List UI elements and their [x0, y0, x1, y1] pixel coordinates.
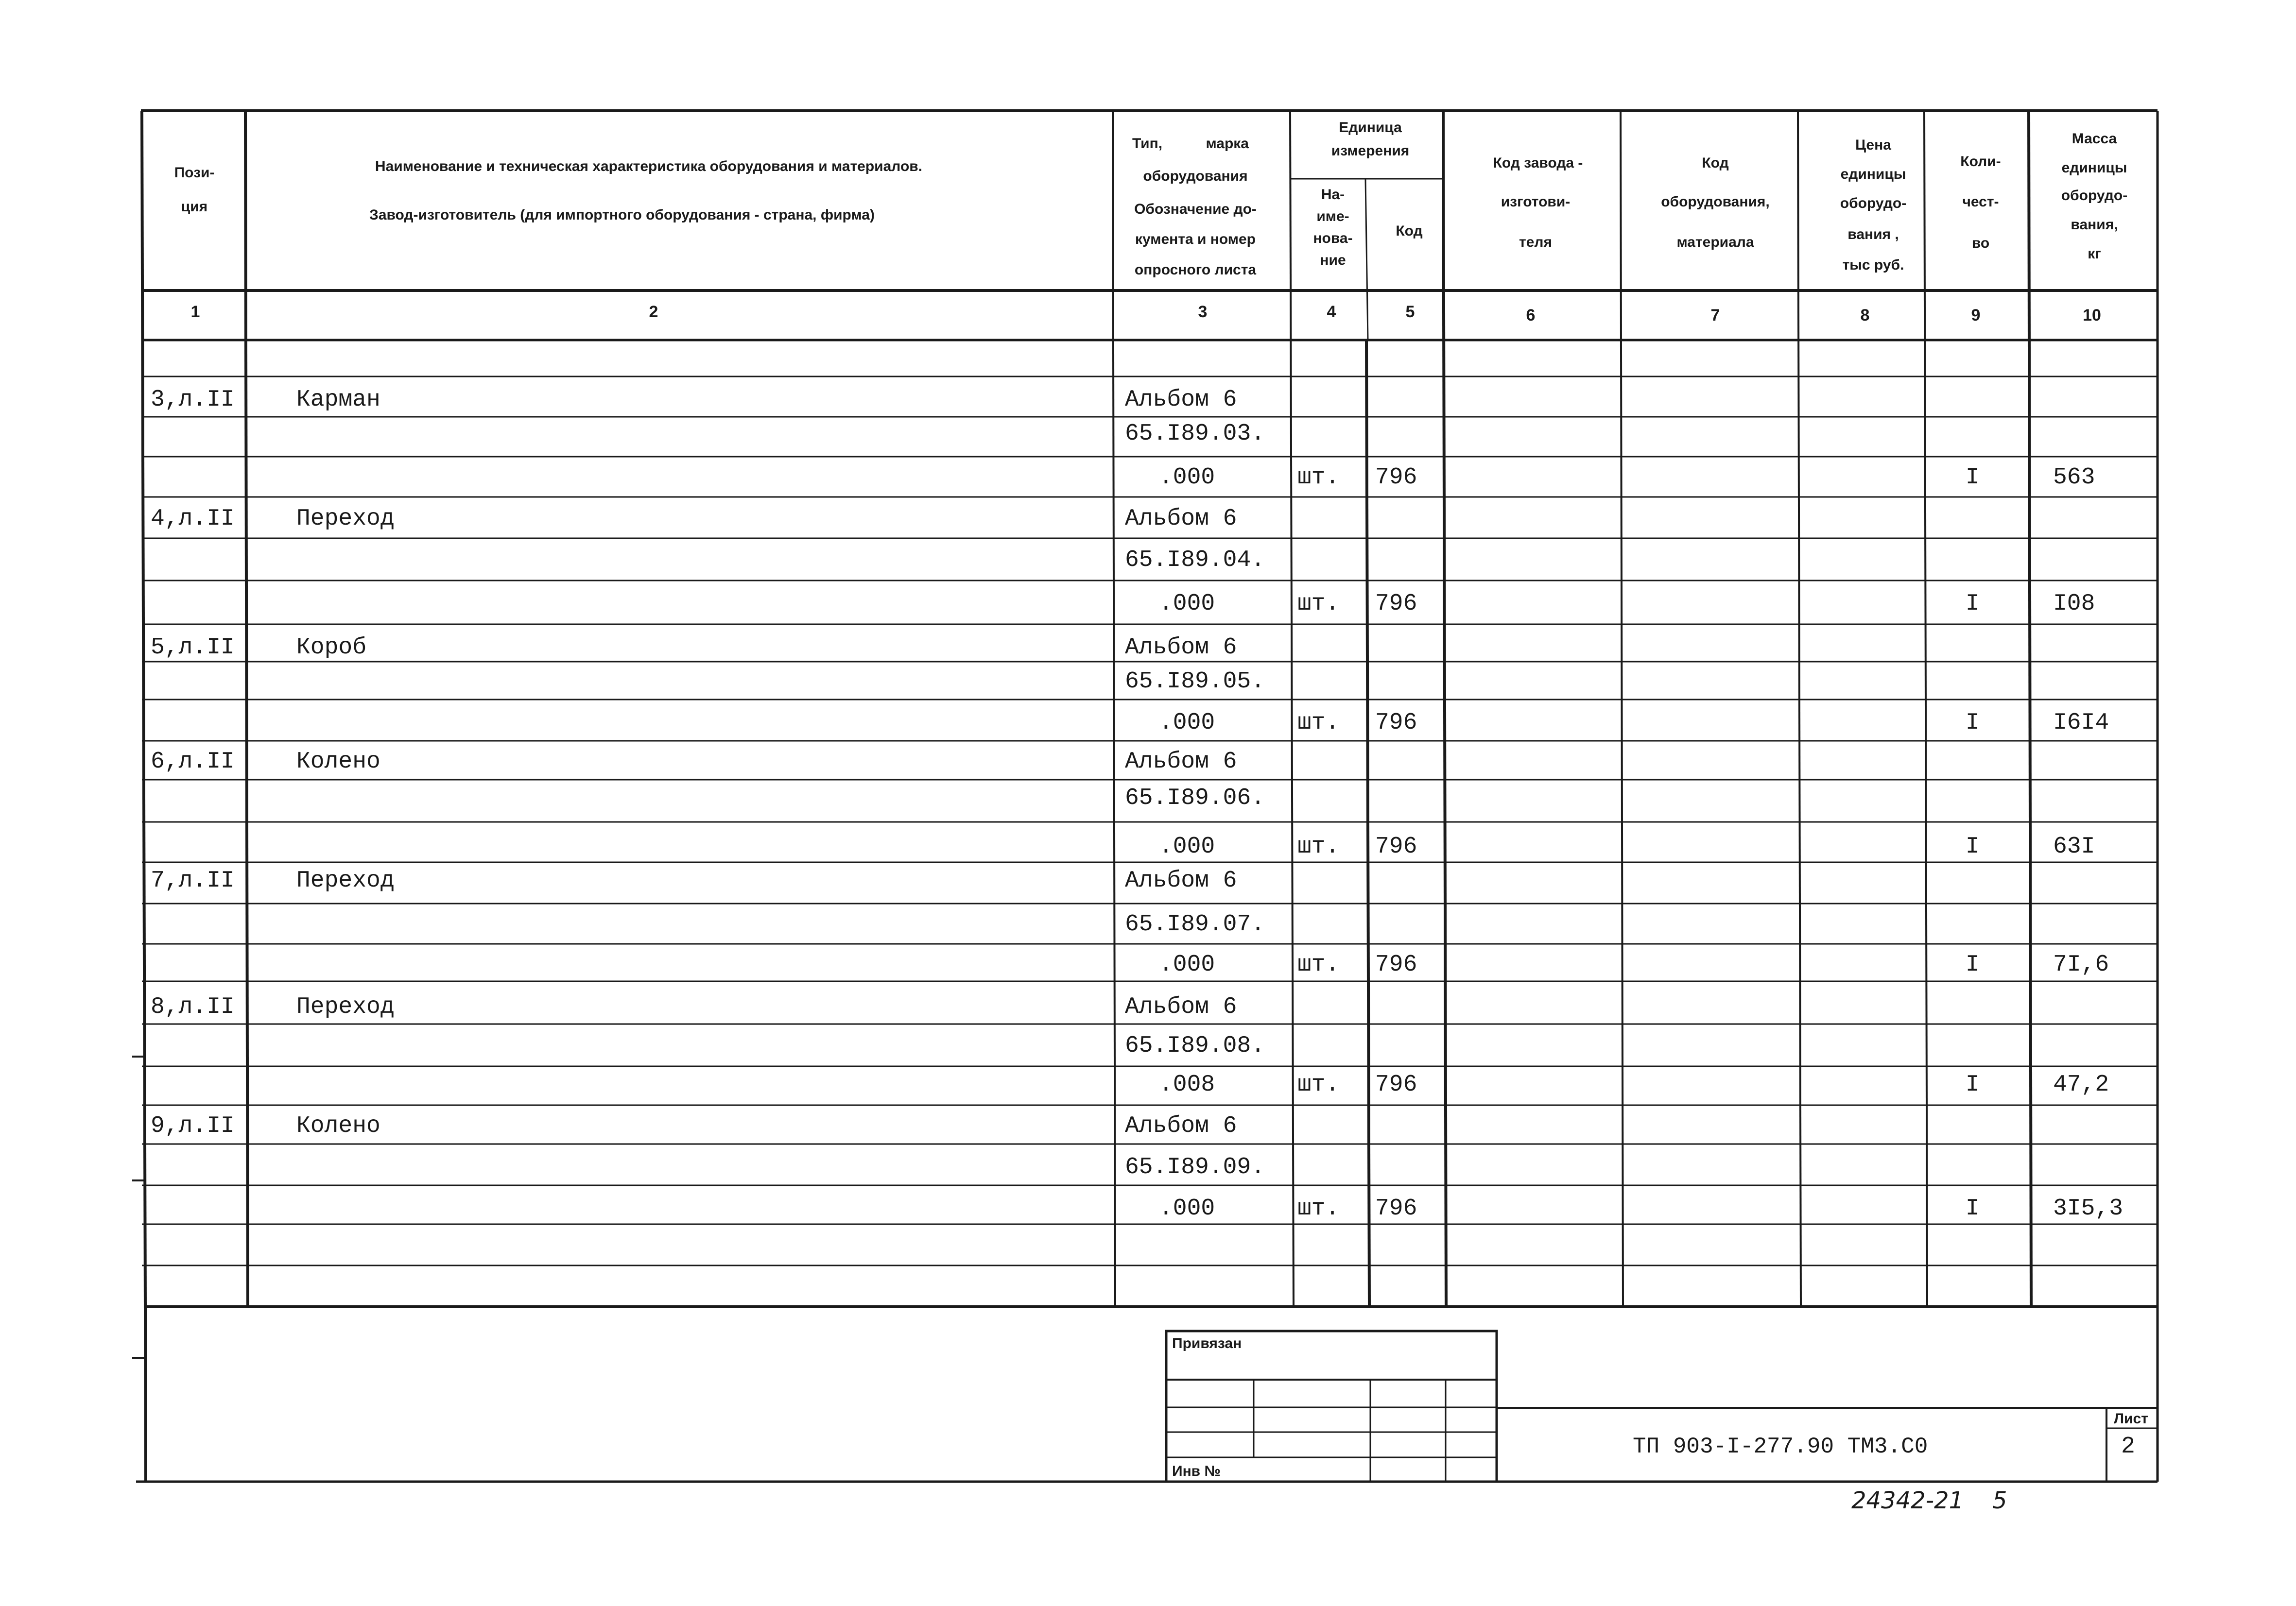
header-col6-line3: теля [1519, 234, 1552, 250]
item-unit-code: 796 [1375, 710, 1417, 736]
table-header [174, 120, 2128, 278]
item-name: Переход [296, 994, 395, 1020]
item-document-suffix: .000 [1159, 464, 1215, 491]
header-col4-line3: нова- [1313, 230, 1353, 246]
header-col5: Код [1396, 223, 1423, 239]
item-unit-name: шт. [1297, 952, 1340, 978]
item-mass: 563 [2053, 464, 2095, 491]
item-document-suffix: .000 [1159, 710, 1215, 736]
table-body [151, 387, 2123, 1222]
item-name: Переход [296, 868, 395, 894]
header-col2-line1: Наименование и техническая характеристика оборудования и материалов. [375, 158, 923, 174]
item-quantity: I [1966, 710, 1980, 736]
item-document-suffix: .000 [1159, 591, 1215, 617]
column-number-9: 9 [1971, 306, 1981, 325]
item-document-number: 65.I89.09. [1125, 1154, 1265, 1180]
linked-label: Привязан [1172, 1335, 1242, 1351]
column-number-6: 6 [1526, 306, 1536, 325]
header-col8-line2: единицы [1840, 166, 1906, 182]
item-document-number: 65.I89.03. [1125, 421, 1265, 447]
item-unit-name: шт. [1297, 710, 1340, 736]
header-col1-line1: Пози- [174, 165, 215, 181]
column-number-4: 4 [1327, 303, 1336, 321]
header-col3-line6: опросного листа [1134, 262, 1257, 278]
item-document-album: Альбом 6 [1125, 868, 1237, 894]
item-document-suffix: .000 [1159, 834, 1215, 860]
item-document-suffix: .000 [1159, 1196, 1215, 1222]
header-col7-line1: Код [1702, 155, 1729, 171]
item-unit-name: шт. [1297, 591, 1340, 617]
header-col3-line5: кумента и номер [1135, 231, 1256, 247]
item-document-album: Альбом 6 [1125, 1113, 1237, 1139]
page-mark: 5 [1992, 1487, 2007, 1514]
header-col7-line3: материала [1676, 234, 1754, 250]
column-number-3: 3 [1198, 303, 1208, 321]
header-col3-line1: Тип, [1132, 136, 1163, 152]
item-unit-code: 796 [1375, 952, 1417, 978]
item-unit-name: шт. [1297, 1196, 1340, 1222]
item-unit-name: шт. [1297, 1072, 1340, 1098]
header-col4-line1: На- [1321, 187, 1345, 203]
item-document-album: Альбом 6 [1125, 387, 1237, 413]
header-col7-line2: оборудования, [1661, 194, 1770, 210]
item-quantity: I [1966, 464, 1980, 491]
item-unit-name: шт. [1297, 834, 1340, 860]
item-unit-code: 796 [1375, 1072, 1417, 1098]
item-position: 6,л.II [151, 749, 235, 775]
item-position: 4,л.II [151, 506, 235, 532]
header-col4-line4: ние [1320, 252, 1346, 268]
item-position: 3,л.II [151, 387, 235, 413]
sheet-label: Лист [2114, 1411, 2148, 1427]
item-position: 9,л.II [151, 1113, 235, 1139]
header-col9-line1: Коли- [1960, 154, 2001, 170]
item-document-album: Альбом 6 [1125, 634, 1237, 661]
column-number-5: 5 [1405, 303, 1415, 321]
header-unit-line1: Единица [1339, 120, 1402, 136]
header-col6-line2: изготови- [1501, 194, 1571, 210]
header-col9-line2: чест- [1962, 194, 1999, 210]
header-unit-line2: измерения [1331, 143, 1410, 159]
item-quantity: I [1966, 834, 1980, 860]
column-numbers-row [191, 303, 2101, 325]
header-col4-line2: име- [1316, 208, 1349, 224]
column-number-10: 10 [2083, 306, 2101, 325]
item-mass: 63I [2053, 834, 2095, 860]
header-col8-line4: вания , [1847, 226, 1899, 242]
item-document-number: 65.I89.08. [1125, 1033, 1265, 1059]
item-quantity: I [1966, 952, 1980, 978]
item-unit-name: шт. [1297, 464, 1340, 491]
inventory-label: Инв № [1172, 1463, 1221, 1479]
item-unit-code: 796 [1375, 834, 1417, 860]
item-document-number: 65.I89.07. [1125, 911, 1265, 938]
header-col10-line3: оборудо- [2061, 188, 2128, 204]
footer [1851, 1487, 2007, 1514]
column-number-8: 8 [1860, 306, 1870, 325]
item-quantity: I [1966, 1072, 1980, 1098]
column-number-7: 7 [1710, 306, 1720, 325]
document-code: ТП 903-I-277.90 ТМ3.С0 [1633, 1434, 1928, 1459]
item-mass: I08 [2053, 591, 2095, 617]
item-unit-code: 796 [1375, 464, 1417, 491]
item-position: 8,л.II [151, 994, 235, 1020]
item-name: Короб [296, 634, 367, 661]
item-position: 7,л.II [151, 868, 235, 894]
column-number-1: 1 [190, 303, 200, 321]
header-col2-line2: Завод-изготовитель (для импортного оборудования - страна, фирма) [369, 207, 875, 223]
item-document-number: 65.I89.06. [1125, 785, 1265, 811]
item-document-album: Альбом 6 [1125, 749, 1237, 775]
item-document-number: 65.I89.05. [1125, 668, 1265, 695]
item-name: Колено [296, 1113, 380, 1139]
sheet-number: 2 [2121, 1434, 2135, 1460]
header-col3-line4: Обозначение до- [1134, 201, 1257, 217]
header-col8-line1: Цена [1855, 137, 1891, 153]
header-col10-line1: Масса [2072, 131, 2117, 147]
item-name: Переход [296, 506, 395, 532]
item-mass: 47,2 [2053, 1072, 2109, 1098]
item-unit-code: 796 [1375, 1196, 1417, 1222]
item-mass: 3I5,3 [2053, 1196, 2123, 1222]
item-document-album: Альбом 6 [1125, 994, 1237, 1020]
item-name: Колено [296, 749, 380, 775]
item-mass: I6I4 [2053, 710, 2109, 736]
item-name: Карман [296, 387, 380, 413]
item-document-album: Альбом 6 [1125, 506, 1237, 532]
item-position: 5,л.II [151, 634, 235, 661]
column-number-2: 2 [649, 303, 658, 321]
item-quantity: I [1966, 591, 1980, 617]
item-unit-code: 796 [1375, 591, 1417, 617]
header-col8-line5: тыс руб. [1842, 257, 1904, 273]
item-quantity: I [1966, 1196, 1980, 1222]
item-document-number: 65.I89.04. [1125, 547, 1265, 573]
header-col6-line1: Код завода - [1493, 155, 1583, 171]
header-col10-line2: единицы [2061, 160, 2127, 176]
item-document-suffix: .008 [1159, 1072, 1215, 1098]
header-col1-line2: ция [181, 199, 208, 215]
header-col3-line2: марка [1206, 136, 1249, 152]
title-block [1166, 1331, 2158, 1482]
header-col8-line3: оборудо- [1840, 195, 1907, 211]
header-col10-line4: вания, [2071, 217, 2118, 233]
item-mass: 7I,6 [2053, 952, 2109, 978]
header-col9-line3: во [1971, 235, 1990, 251]
header-col10-line5: кг [2088, 246, 2101, 262]
handwritten-number: 24342-21 [1851, 1487, 1964, 1514]
item-document-suffix: .000 [1159, 952, 1215, 978]
header-col3-line3: оборудования [1143, 168, 1248, 184]
